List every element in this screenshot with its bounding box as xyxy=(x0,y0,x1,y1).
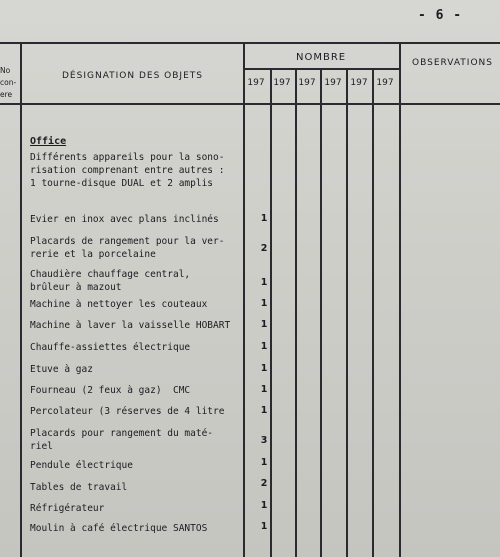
item-quantity: 1 xyxy=(260,363,268,374)
column-divider xyxy=(295,68,297,557)
observations-header: OBSERVATIONS xyxy=(412,58,493,68)
year-header: 197 xyxy=(376,78,394,88)
column-divider xyxy=(399,42,401,557)
item-quantity: 1 xyxy=(260,500,268,511)
designation-header: DÉSIGNATION DES OBJETS xyxy=(62,71,203,81)
item-quantity: 2 xyxy=(260,243,268,254)
item-quantity: 1 xyxy=(260,319,268,330)
item-designation: Placards de rangement pour la ver- rerie et la porcelaine xyxy=(30,236,225,260)
item-designation: Chauffe-assiettes électrique xyxy=(30,342,191,353)
item-designation: Percolateur (3 réserves de 4 litre xyxy=(30,406,225,417)
item-designation: Moulin à café électrique SANTOS xyxy=(30,523,208,534)
item-quantity: 1 xyxy=(260,298,268,309)
section-title: Office xyxy=(30,136,67,147)
year-header: 197 xyxy=(298,78,316,88)
item-designation: Différents appareils pour la sono- risation comprenant entre autres : 1 tourne-disque DUAL et 2 amplis xyxy=(30,152,225,189)
column-divider xyxy=(372,68,374,557)
nombre-header: NOMBRE xyxy=(296,52,347,63)
item-quantity: 1 xyxy=(260,341,268,352)
item-designation: Tables de travail xyxy=(30,482,128,493)
item-designation: Evier en inox avec plans inclinés xyxy=(30,214,219,225)
year-header: 197 xyxy=(273,78,291,88)
left-margin-fragment: No xyxy=(0,66,11,75)
item-quantity: 3 xyxy=(260,435,268,446)
column-divider xyxy=(243,42,245,557)
table-top-rule xyxy=(0,42,500,44)
nombre-subrule xyxy=(244,68,400,70)
year-header: 197 xyxy=(350,78,368,88)
page-number: - 6 - xyxy=(418,8,463,23)
header-bottom-rule xyxy=(0,103,500,105)
item-quantity: 1 xyxy=(260,213,268,224)
item-designation: Pendule électrique xyxy=(30,460,133,471)
left-margin-fragment: con- xyxy=(0,78,17,87)
column-divider xyxy=(20,42,22,557)
item-quantity: 1 xyxy=(260,277,268,288)
item-quantity: 1 xyxy=(260,384,268,395)
item-designation: Machine à laver la vaisselle HOBART xyxy=(30,320,231,331)
item-quantity: 2 xyxy=(260,478,268,489)
item-quantity: 1 xyxy=(260,405,268,416)
year-header: 197 xyxy=(247,78,265,88)
item-quantity: 1 xyxy=(260,521,268,532)
item-designation: Fourneau (2 feux à gaz) CMC xyxy=(30,385,191,396)
column-divider xyxy=(346,68,348,557)
item-designation: Placards pour rangement du maté- riel xyxy=(30,428,214,452)
item-quantity: 1 xyxy=(260,457,268,468)
year-header: 197 xyxy=(324,78,342,88)
item-designation: Réfrigérateur xyxy=(30,503,105,514)
column-divider xyxy=(320,68,322,557)
left-margin-fragment: ere xyxy=(0,90,13,99)
item-designation: Chaudière chauffage central, brûleur à mazout xyxy=(30,269,191,293)
item-designation: Machine à nettoyer les couteaux xyxy=(30,299,208,310)
item-designation: Etuve à gaz xyxy=(30,364,93,375)
